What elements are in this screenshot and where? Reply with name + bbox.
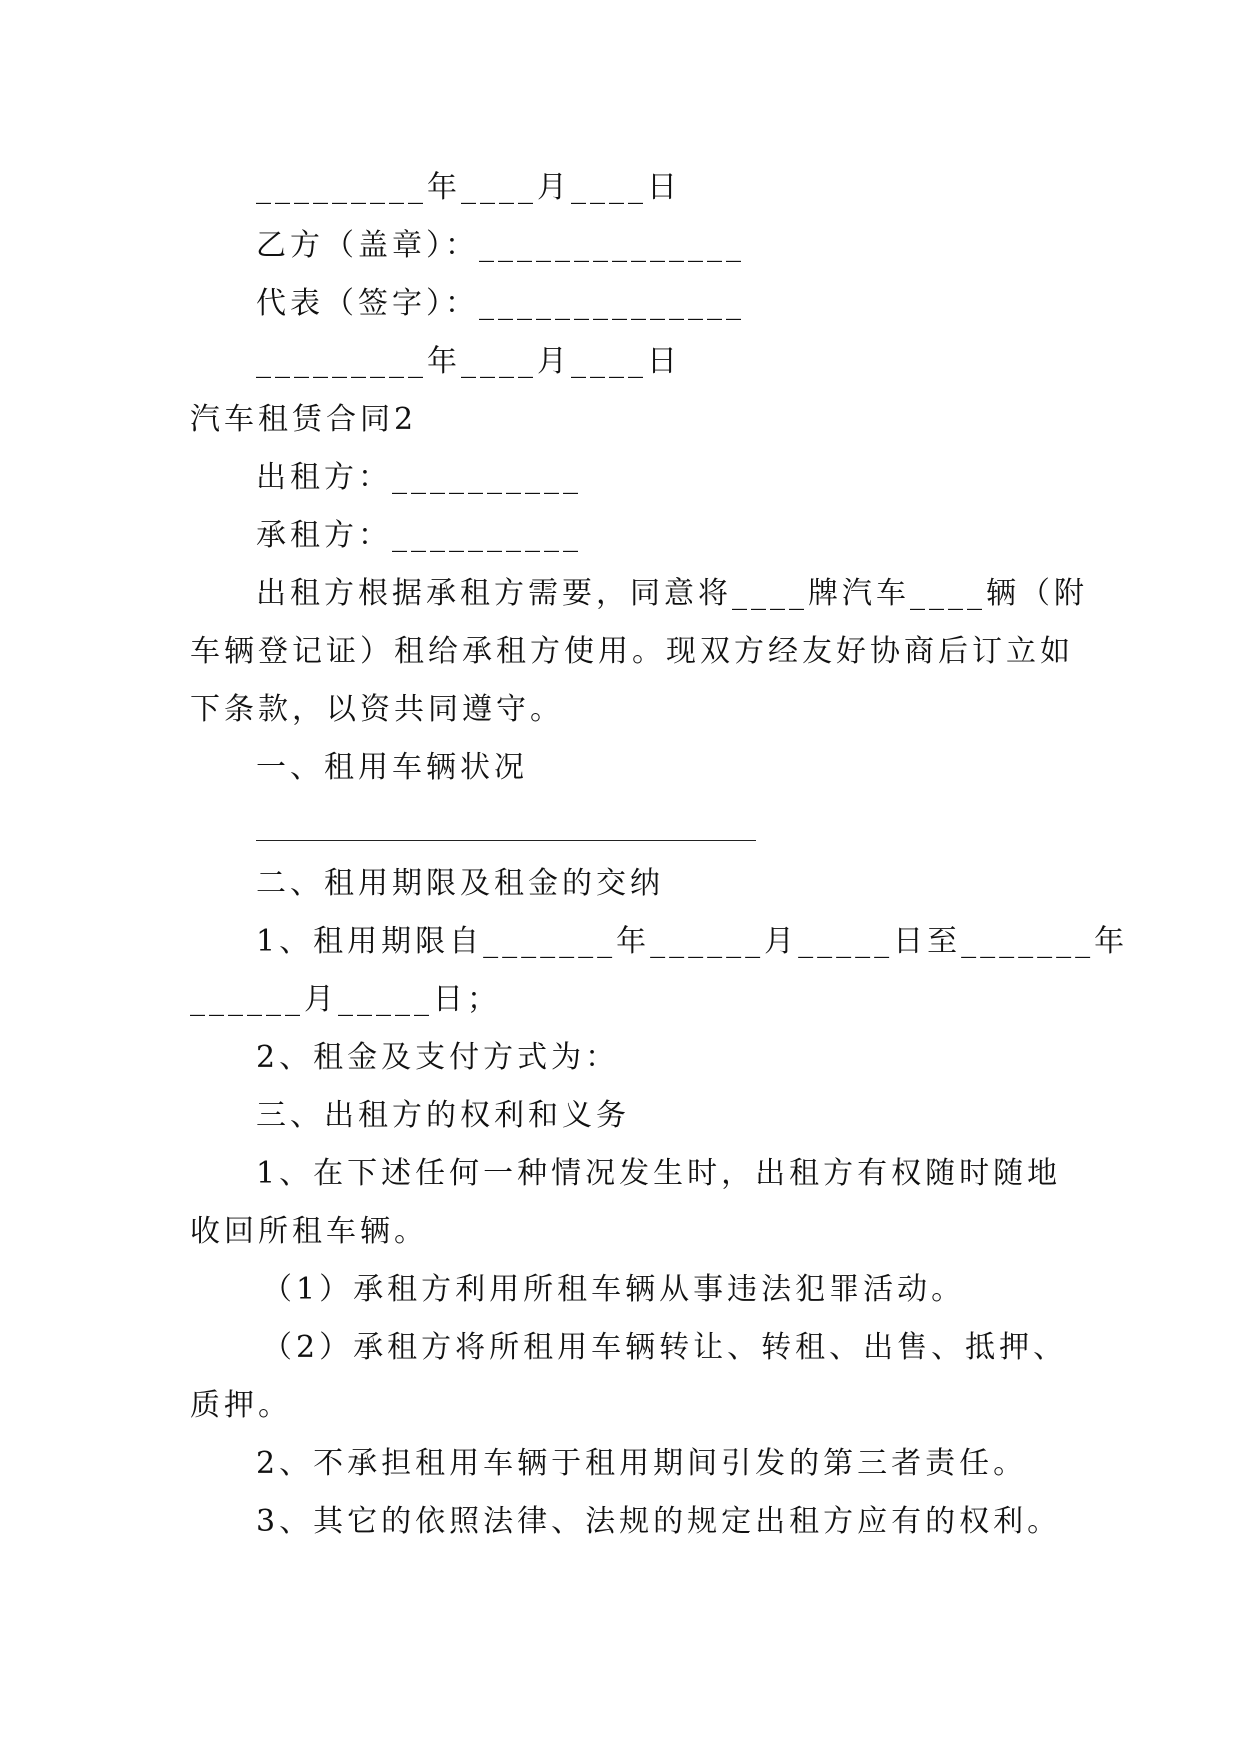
lessee-line: 承租方：__________ [256,518,582,553]
paragraph-intro-line-1: 出租方根据承租方需要，同意将____牌汽车____辆（附 [256,576,1088,611]
paragraph-intro-line-3: 下条款，以资共同遵守。 [190,692,564,727]
party-b-seal-line: 乙方（盖章）：______________ [256,228,745,263]
rental-period-line-2: ______月_____日； [190,982,501,1017]
representative-signature-line: 代表（签字）：______________ [256,286,745,321]
date-line-party-a: _________年____月____日 [256,170,681,205]
clause-3-2: 2、不承担租用车辆于租用期间引发的第三者责任。 [256,1446,1028,1481]
clause-3-1-item-2-line-1: （2）承租方将所租用车辆转让、转租、出售、抵押、 [262,1330,1068,1365]
clause-3-1-line-1: 1、在下述任何一种情况发生时，出租方有权随时随地 [256,1156,1062,1191]
lessor-line: 出租方：__________ [256,460,582,495]
paragraph-intro-line-2: 车辆登记证）租给承租方使用。现双方经友好协商后订立如 [190,634,1074,669]
contract-title: 汽车租赁合同2 [190,402,418,437]
clause-3-3: 3、其它的依照法律、法规的规定出租方应有的权利。 [256,1504,1062,1539]
date-line-party-b: _________年____月____日 [256,344,681,379]
clause-3-1-line-2: 收回所租车辆。 [190,1214,428,1249]
section-heading-2: 二、租用期限及租金的交纳 [256,866,664,901]
clause-3-1-item-1: （1）承租方利用所租车辆从事违法犯罪活动。 [262,1272,966,1307]
section-heading-1: 一、租用车辆状况 [256,750,528,785]
rent-payment-line: 2、租金及支付方式为： [256,1040,620,1075]
clause-3-1-item-2-line-2: 质押。 [190,1388,292,1423]
section-heading-3: 三、出租方的权利和义务 [256,1098,630,1133]
blank-fill-rule [256,840,756,841]
rental-period-line-1: 1、租用期限自_______年______月_____日至_______年 [256,924,1129,959]
